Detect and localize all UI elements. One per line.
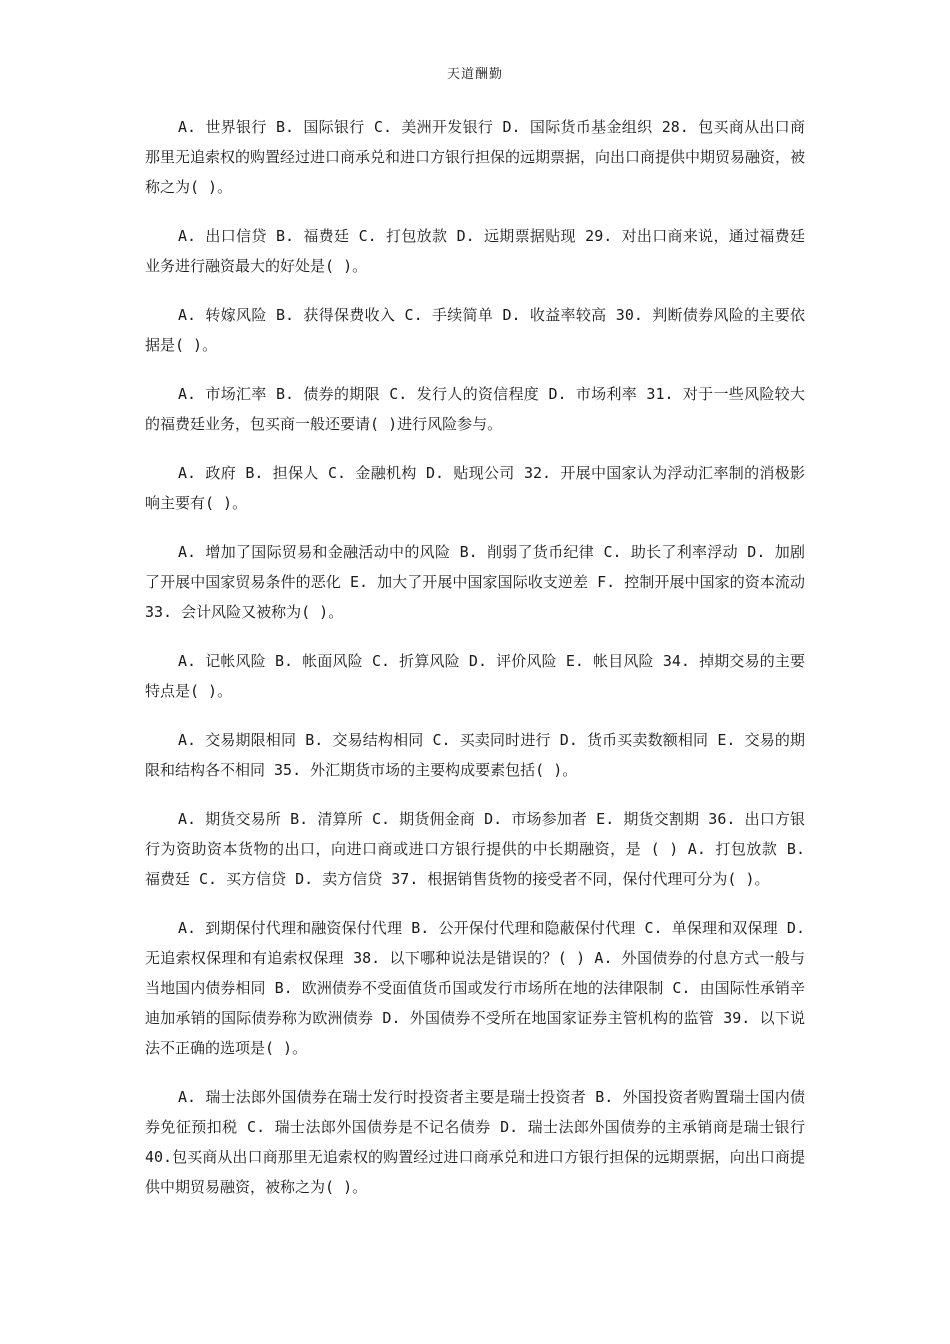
paragraph-q36-37: A. 期货交易所 B. 清算所 C. 期货佣金商 D. 市场参加者 E. 期货交割期 36. 出口方银行为资助资本货物的出口，向进口商或进口方银行提供的中长期融资，是 ( ) A. 打包放款 B. 福费廷 C. 买方信贷 D. 卖方信贷 37. 根据销售货物的接受者不同，保付代理可分为( )。 <box>145 810 805 888</box>
document-body <box>145 112 805 1221</box>
paragraph-q35: A. 交易期限相同 B. 交易结构相同 C. 买卖同时进行 D. 货币买卖数额相同 E. 交易的期限和结构各不相同 35. 外汇期货市场的主要构成要素包括( )。 <box>145 731 805 779</box>
page-header: 天道酬勤 <box>446 67 503 82</box>
paragraph-q33: A. 增加了国际贸易和金融活动中的风险 B. 削弱了货币纪律 C. 助长了利率浮动 D. 加剧了开展中国家贸易条件的恶化 E. 加大了开展中国家国际收支逆差 F. 控制开展中国家的资本流动 33. 会计风险又被称为( )。 <box>145 543 805 621</box>
paragraph-q32: A. 政府 B. 担保人 C. 金融机构 D. 贴现公司 32. 开展中国家认为浮动汇率制的消极影响主要有( )。 <box>145 464 805 512</box>
paragraph-q40: A. 瑞士法郎外国债券在瑞士发行时投资者主要是瑞士投资者 B. 外国投资者购置瑞士国内债券免征预扣税 C. 瑞士法郎外国债券是不记名债券 D. 瑞士法郎外国债券的主承销商是瑞士银行 40.包买商从出口商那里无追索权的购置经过进口商承兑和进口方银行担保的远期票据，向出口商提供中期贸易融资，被称之为( )。 <box>145 1088 805 1196</box>
paragraph-q28: A. 世界银行 B. 国际银行 C. 美洲开发银行 D. 国际货币基金组织 28. 包买商从出口商那里无追索权的购置经过进口商承兑和进口方银行担保的远期票据，向出口商提供中期贸易融资，被称之为( )。 <box>145 118 806 196</box>
paragraph-q38-39: A. 到期保付代理和融资保付代理 B. 公开保付代理和隐蔽保付代理 C. 单保理和双保理 D. 无追索权保理和有追索权保理 38. 以下哪种说法是错误的？( ) A. 外国债券的付息方式一般与当地国内债券相同 B. 欧洲债券不受面值货币国或发行市场所在地的法律限制 C. 由国际性承销辛迪加承销的国际债券称为欧洲债券 D. 外国债券不受所在地国家证券主管机构的监管 39. 以下说法不正确的选项是( )。 <box>145 919 805 1057</box>
paragraph-q34: A. 记帐风险 B. 帐面风险 C. 折算风险 D. 评价风险 E. 帐目风险 34. 掉期交易的主要特点是( )。 <box>145 652 805 700</box>
paragraph-q29: A. 出口信贷 B. 福费廷 C. 打包放款 D. 远期票据贴现 29. 对出口商来说，通过福费廷业务进行融资最大的好处是( )。 <box>145 227 805 275</box>
paragraph-q30: A. 转嫁风险 B. 获得保费收入 C. 手续简单 D. 收益率较高 30. 判断债券风险的主要依据是( )。 <box>145 306 805 354</box>
paragraph-q31: A. 市场汇率 B. 债券的期限 C. 发行人的资信程度 D. 市场利率 31. 对于一些风险较大的福费廷业务，包买商一般还要请( )进行风险参与。 <box>145 385 805 433</box>
